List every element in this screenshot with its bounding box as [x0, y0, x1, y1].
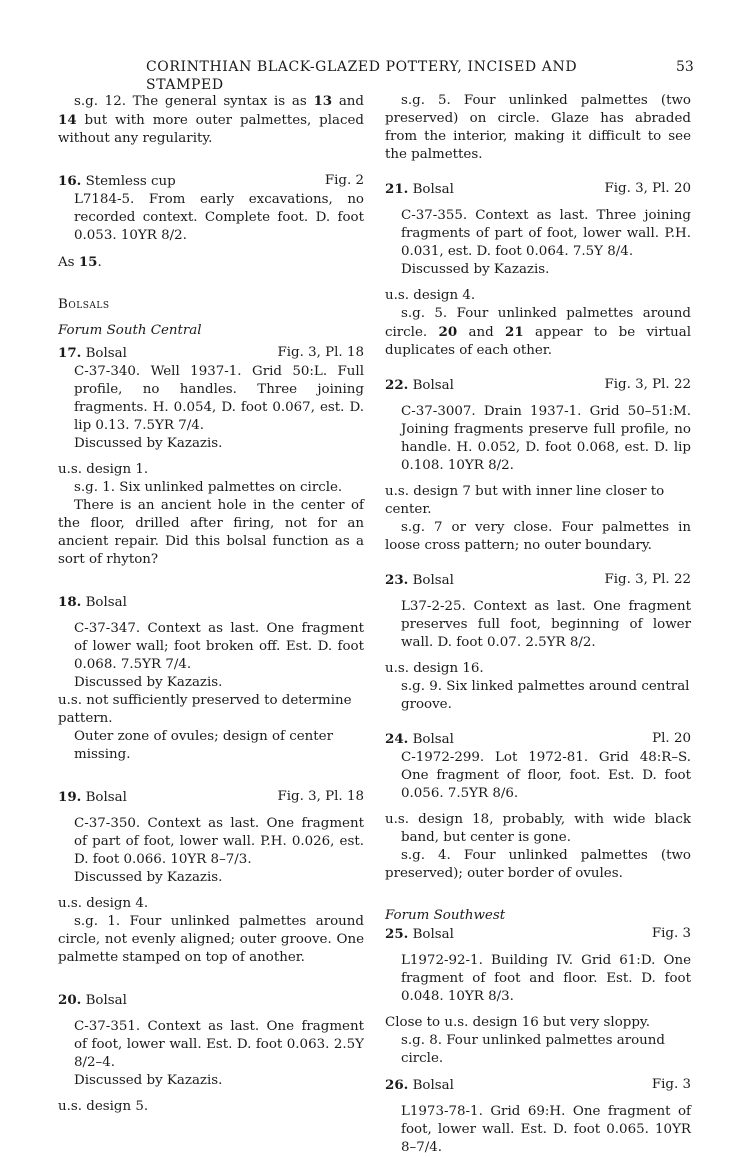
entry-18-sg: Outer zone of ovules; design of center missing. [74, 729, 333, 762]
entry-25-heading: 25. Bolsal Fig. 3 [385, 926, 691, 942]
entry-16-heading: 16. Stemless cup Fig. 2 [58, 173, 364, 189]
entry-19-description: C-37-350. Context as last. One fragment of part of foot, lower wall. P.H. 0.026, est. D. foot 0.066. 10YR 8–7/3. [74, 816, 364, 867]
entry-19-heading: 19. Bolsal Fig. 3, Pl. 18 [58, 789, 364, 805]
entry-21-us: u.s. design 4. [385, 288, 476, 303]
left-column [58, 92, 364, 1116]
entry-24-description: C-1972-299. Lot 1972-81. Grid 48:R–S. One fragment of floor, foot. Est. D. foot 0.056. 7.5YR 8/6. [401, 750, 691, 801]
entry-18-discussed: Discussed by Kazazis. [74, 675, 223, 690]
entry-20-heading: 20. Bolsal [58, 992, 127, 1008]
entry-24-heading: 24. Bolsal Pl. 20 [385, 731, 691, 747]
entry-17-note: There is an ancient hole in the center of the floor, drilled after firing, not for an ancient repair. Did this bolsal function as a sort of rhyton? [58, 498, 364, 567]
entry-23-heading: 23. Bolsal Fig. 3, Pl. 22 [385, 572, 691, 588]
entry-17-us: u.s. design 1. [58, 462, 149, 477]
entry-23-description: L37-2-25. Context as last. One fragment preserves full foot, beginning of lower wall. D. foot 0.07. 2.5YR 8/2. [401, 599, 691, 650]
entry-21-description: C-37-355. Context as last. Three joining fragments of part of foot, lower wall. P.H. 0.031, est. D. foot 0.064. 7.5Y 8/4. [401, 208, 691, 259]
entry-25-sg: s.g. 8. Four unlinked palmettes around circle. [401, 1033, 665, 1066]
entry-20-description: C-37-351. Context as last. One fragment of foot, lower wall. Est. D. foot 0.063. 2.5Y 8/2–4. [74, 1019, 364, 1070]
intro-paragraph: s.g. 12. The general syntax is as 13 and 14 but with more outer palmettes, placed without any regularity. [58, 93, 365, 146]
entry-23-sg: s.g. 9. Six linked palmettes around central groove. [401, 679, 690, 712]
subsection-forum-southwest: Forum Southwest [385, 908, 506, 923]
entry-18-description: C-37-347. Context as last. One fragment of lower wall; foot broken off. Est. D. foot 0.068. 7.5YR 7/4. [74, 621, 364, 672]
entry-20-continuation: s.g. 5. Four unlinked palmettes (two preserved) on circle. Glaze has abraded from the interior, making it difficult to see the palmettes. [385, 93, 691, 162]
entry-24-us: u.s. design 18, probably, with wide black band, but center is gone. [385, 812, 691, 845]
entry-19-sg: s.g. 1. Four unlinked palmettes around circle, not evenly aligned; outer groove. One palmette stamped on top of another. [58, 914, 364, 965]
entry-16-comparison: As 15. [58, 254, 102, 270]
section-title-bolsals: Bolsals [58, 297, 110, 312]
entry-17-discussed: Discussed by Kazazis. [74, 436, 223, 451]
entry-22-heading: 22. Bolsal Fig. 3, Pl. 22 [385, 377, 691, 393]
entry-20-discussed: Discussed by Kazazis. [74, 1073, 223, 1088]
entry-21-heading: 21. Bolsal Fig. 3, Pl. 20 [385, 181, 691, 197]
entry-26-heading: 26. Bolsal Fig. 3 [385, 1077, 691, 1093]
entry-17-heading: 17. Bolsal Fig. 3, Pl. 18 [58, 345, 364, 361]
entry-22-description: C-37-3007. Drain 1937-1. Grid 50–51:M. Joining fragments preserve full profile, no handle. H. 0.052, D. foot 0.068, est. D. lip 0.108. 10YR 8/2. [401, 404, 691, 473]
entry-22-sg: s.g. 7 or very close. Four palmettes in loose cross pattern; no outer boundary. [385, 520, 691, 553]
entry-25-us: Close to u.s. design 16 but very sloppy. [385, 1015, 650, 1030]
entry-18-heading: 18. Bolsal [58, 594, 127, 610]
entry-19-discussed: Discussed by Kazazis. [74, 870, 223, 885]
entry-16-description: L7184-5. From early excavations, no recorded context. Complete foot. D. foot 0.053. 10YR 8/2. [74, 192, 364, 243]
entry-21-sg: s.g. 5. Four unlinked palmettes around circle. 20 and 21 appear to be virtual duplicates of each other. [385, 306, 692, 358]
entry-26-description: L1973-78-1. Grid 69:H. One fragment of foot, lower wall. Est. D. foot 0.065. 10YR 8–7/4. [401, 1104, 691, 1155]
entry-18-us: u.s. not sufficiently preserved to determine pattern. [58, 693, 352, 726]
entry-20-us: u.s. design 5. [58, 1099, 149, 1114]
page-number: 53 [676, 59, 694, 75]
entry-17-sg: s.g. 1. Six unlinked palmettes on circle. [74, 480, 343, 495]
entry-17-description: C-37-340. Well 1937-1. Grid 50:L. Full profile, no handles. Three joining fragments. H. 0.054, D. foot 0.067, est. D. lip 0.13. 7.5YR 7/4. [74, 364, 364, 433]
running-title: CORINTHIAN BLACK-GLAZED POTTERY, INCISED AND STAMPED [146, 59, 578, 93]
entry-19-us: u.s. design 4. [58, 896, 149, 911]
right-column [385, 92, 691, 1157]
entry-23-us: u.s. design 16. [385, 661, 484, 676]
entry-22-us: u.s. design 7 but with inner line closer to center. [385, 484, 665, 517]
subsection-forum-south-central: Forum South Central [58, 323, 202, 338]
entry-24-sg: s.g. 4. Four unlinked palmettes (two preserved); outer border of ovules. [385, 848, 691, 881]
entry-25-description: L1972-92-1. Building IV. Grid 61:D. One fragment of foot and floor. Est. D. foot 0.048. 10YR 8/3. [401, 953, 691, 1004]
entry-21-discussed: Discussed by Kazazis. [401, 262, 550, 277]
